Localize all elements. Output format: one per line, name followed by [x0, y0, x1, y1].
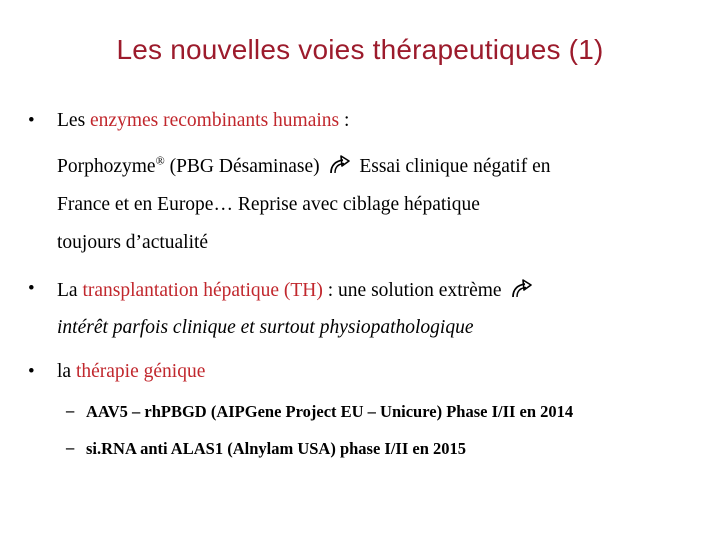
curved-arrow-icon — [510, 277, 532, 299]
bullet-1-heading — [57, 109, 349, 133]
bullet-marker-3: • — [28, 361, 35, 382]
slide-title: Les nouvelles voies thérapeutiques (1) — [116, 34, 604, 65]
sub-item-2: si.RNA anti ALAS1 (Alnylam USA) phase I/II en 2015 — [86, 439, 467, 458]
bullet-1-line-2: France et en Europe… Reprise avec ciblage hépatique — [57, 194, 480, 215]
sub-item-1: AAV5 – rhPBGD (AIPGene Project EU – Unicure) Phase I/II en 2014 — [86, 402, 574, 421]
dash-marker-2: – — [66, 438, 75, 457]
bullet-2-highlight: transplantation hépatique (TH) — [82, 280, 323, 301]
bullet-2-heading — [57, 277, 536, 303]
bullet-1-suffix: : — [339, 110, 350, 131]
bullet-2-prefix: La — [57, 280, 83, 301]
porphozyme-text: Porphozyme — [57, 156, 156, 177]
essai-text: Essai clinique négatif en — [354, 156, 551, 177]
bullet-1-highlight: enzymes recombinants humains — [90, 110, 340, 131]
curved-arrow-icon — [328, 153, 350, 175]
bullet-marker-1: • — [28, 110, 35, 131]
dash-marker-1: – — [66, 401, 75, 420]
bullet-1-prefix: Les — [57, 110, 91, 131]
pbg-text: (PBG Désaminase) — [164, 156, 320, 177]
bullet-1-line-1 — [57, 153, 551, 179]
bullet-3-prefix: la — [57, 361, 76, 382]
bullet-marker-2: • — [28, 278, 35, 299]
bullet-3-highlight: thérapie génique — [75, 361, 206, 382]
bullet-3-heading — [57, 360, 205, 384]
bullet-2-line-2: intérêt parfois clinique et surtout physiopathologique — [57, 317, 474, 338]
bullet-1-line-3: toujours d’actualité — [57, 232, 209, 253]
bullet-2-suffix: : une solution extrème — [322, 280, 502, 301]
registered-mark: ® — [155, 153, 165, 168]
